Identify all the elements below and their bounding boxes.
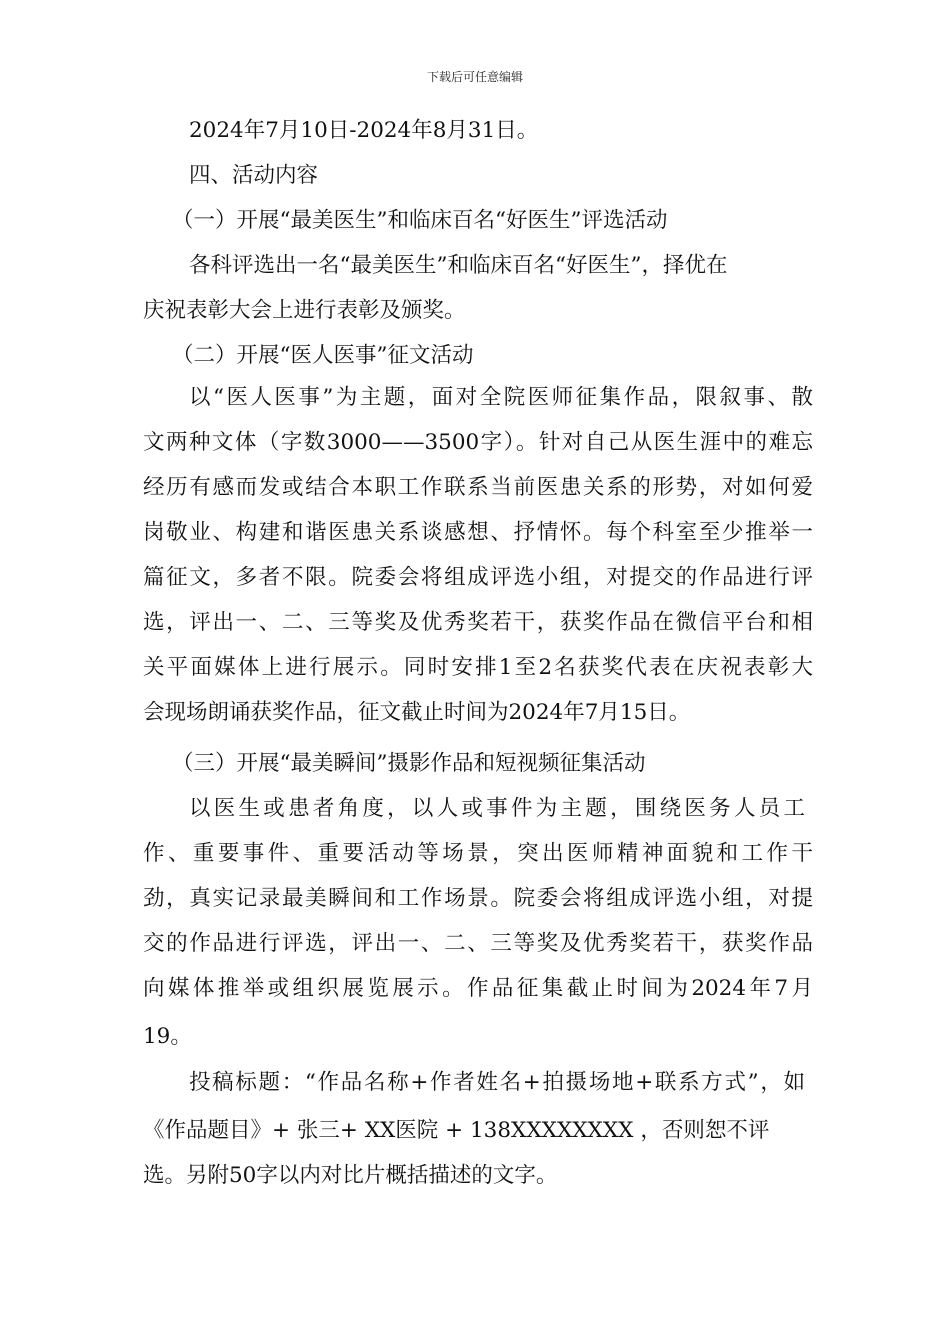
paragraph-line: 以“医人医事”为主题，面对全院医师征集作品，限叙事、散	[189, 385, 813, 410]
subsection-heading: （二）开展“医人医事”征文活动	[172, 343, 474, 368]
paragraph-line: 选。另附50字以内对比片概括描述的文字。	[143, 1163, 558, 1188]
paragraph-line: 文两种文体（字数3000——3500字）。针对自己从医生涯中的难忘	[143, 430, 813, 455]
paragraph-line: 交的作品进行评选，评出一、二、三等奖及优秀奖若干，获奖作品	[143, 931, 813, 956]
paragraph-line: 岗敬业、构建和谐医患关系谈感想、抒情怀。每个科室至少推举一	[143, 520, 813, 545]
paragraph-line: 以医生或患者角度，以人或事件为主题，围绕医务人员工	[189, 796, 805, 821]
paragraph-line: 经历有感而发或结合本职工作联系当前医患关系的形势，对如何爱	[143, 475, 813, 500]
section-heading: 四、活动内容	[189, 163, 319, 188]
paragraph-line: 各科评选出一名“最美医生”和临床百名“好医生”，择优在	[189, 253, 728, 278]
subsection-heading: （三）开展“最美瞬间”摄影作品和短视频征集活动	[172, 751, 646, 776]
paragraph-line: 劲，真实记录最美瞬间和工作场景。院委会将组成评选小组，对提	[143, 886, 813, 911]
paragraph-line: 作、重要事件、重要活动等场景，突出医师精神面貌和工作干	[143, 841, 813, 866]
paragraph-line: 会现场朗诵获奖作品，征文截止时间为2024年7月15日。	[143, 700, 691, 725]
paragraph-line: 《作品题目》+ 张三+ XX医院 + 138XXXXXXXX ，否则恕不评	[143, 1118, 770, 1143]
paragraph-line: 向媒体推举或组织展览展示。作品征集截止时间为2024年7月	[143, 976, 813, 1001]
paragraph-line: 篇征文，多者不限。院委会将组成评选小组，对提交的作品进行评	[143, 565, 813, 590]
paragraph-line: 庆祝表彰大会上进行表彰及颁奖。	[143, 298, 466, 323]
paragraph-line: 关平面媒体上进行展示。同时安排1至2名获奖代表在庆祝表彰大	[143, 655, 813, 680]
page-header: 下载后可任意编辑	[426, 70, 523, 84]
paragraph-line: 19。	[143, 1024, 192, 1049]
paragraph-line: 选，评出一、二、三等奖及优秀奖若干，获奖作品在微信平台和相	[143, 610, 813, 635]
subsection-heading: （一）开展“最美医生”和临床百名“好医生”评选活动	[172, 208, 668, 233]
paragraph-line: 2024年7月10日-2024年8月31日。	[189, 118, 539, 143]
paragraph-line: 投稿标题：“作品名称+作者姓名+拍摄场地+联系方式”，如	[189, 1070, 805, 1095]
